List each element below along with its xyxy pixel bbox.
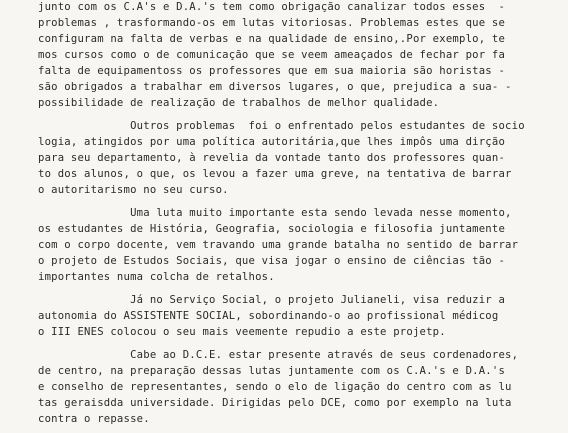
text-line-7: possibilidade de realização de trabalhos de melhor qualidade. bbox=[38, 97, 440, 109]
text-line-13: Uma luta muito importante esta sendo levada nesse momento, bbox=[38, 207, 512, 219]
text-line-6: são obrigados a trabalhar em diversos lugares, o que, prejudica a sua- - bbox=[38, 81, 512, 93]
text-line-18: Já no Serviço Social, o projeto Julianeli, visa reduzir a bbox=[38, 294, 506, 306]
text-line-10: para seu departamento, à revelia da vontade tanto dos professores quan- bbox=[38, 152, 506, 164]
text-line-3: configuram na falta de verbas e na qualidade de ensino,.Por exemplo, te bbox=[38, 33, 506, 45]
text-line-20: o III ENES colocou o seu mais veemente repudio a este projetp. bbox=[38, 326, 446, 338]
text-line-25: contra o repasse. bbox=[38, 413, 150, 425]
text-line-23: e conselho de representantes, sendo o elo de ligação do centro com as lu bbox=[38, 381, 512, 393]
text-line-24: tas geraisdda universidade. Dirigidas pelo DCE, como por exemplo na luta bbox=[38, 397, 512, 409]
text-line-19: autonomia do ASSISTENTE SOCIAL, sobordinando-o ao profissional médicog bbox=[38, 310, 499, 322]
text-line-8: Outros problemas foi o enfrentado pelos estudantes de socio bbox=[38, 120, 525, 132]
text-line-17: importantes numa colcha de retalhos. bbox=[38, 271, 275, 283]
text-line-2: problemas , trasformando-os em lutas vitoriosas. Problemas estes que se bbox=[38, 17, 506, 29]
text-line-16: o projeto de Estudos Sociais, que visa jogar o ensino de ciências tão - bbox=[38, 255, 506, 267]
text-line-12: o autoritarismo no seu curso. bbox=[38, 184, 229, 196]
text-line-5: falta de equipamentoss os professores que em sua maioria são horistas - bbox=[38, 65, 506, 77]
text-line-21: Cabe ao D.C.E. estar presente através de seus cordenadores, bbox=[38, 349, 519, 361]
text-line-1: junto com os C.A's e D.A.'s tem como obrigação canalizar todos esses - bbox=[38, 1, 506, 13]
text-line-11: to dos alunos, o que, os levou a fazer uma greve, na tentativa de barrar bbox=[38, 168, 512, 180]
text-line-9: logia, atingidos por uma política autoritária,que lhes impôs uma dirção bbox=[38, 136, 506, 148]
text-line-14: os estudantes de História, Geografia, sociologia e filosofia juntamente bbox=[38, 223, 506, 235]
text-line-4: mos cursos como o de comunicação que se veem ameaçados de fechar por fa bbox=[38, 49, 506, 61]
text-line-22: de centro, na preparação dessas lutas juntamente com os C.A.'s e D.A.'s bbox=[38, 365, 506, 377]
text-line-15: com o corpo docente, vem travando uma grande batalha no sentido de barrar bbox=[38, 239, 519, 251]
